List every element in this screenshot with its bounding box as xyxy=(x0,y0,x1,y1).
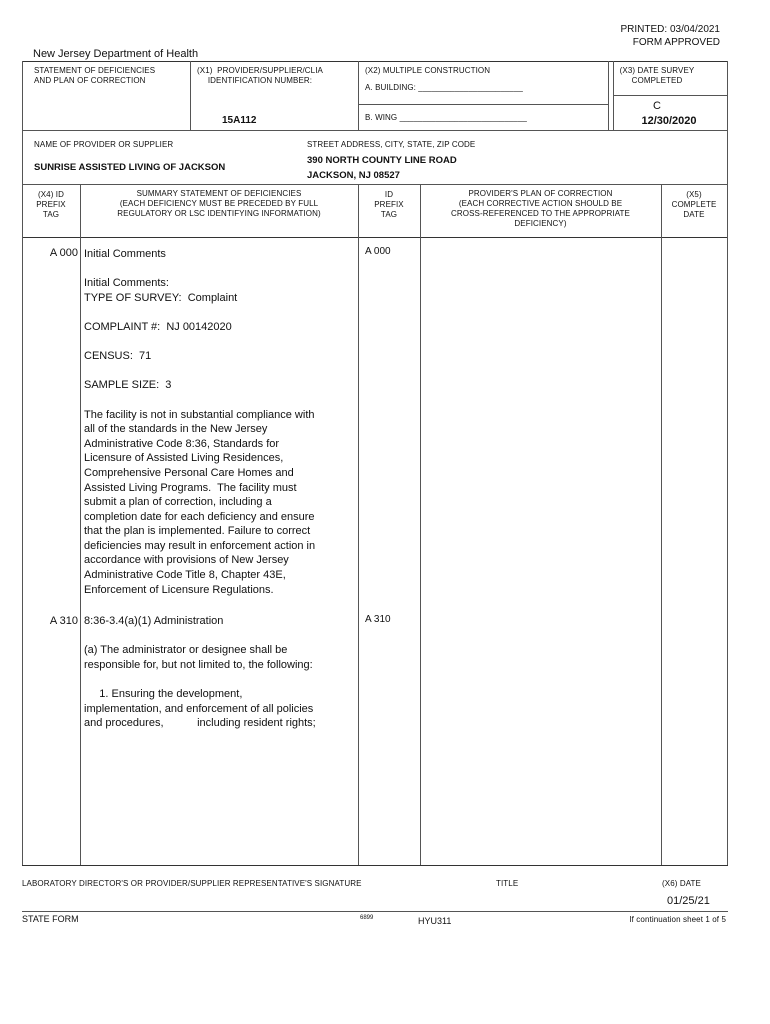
form-number: 6899 xyxy=(360,915,374,921)
printed-date: PRINTED: 03/04/2021 xyxy=(620,24,720,35)
state-form: STATE FORM xyxy=(22,914,79,924)
form-code: HYU311 xyxy=(418,916,452,926)
x2-building: A. BUILDING: _______________________ xyxy=(365,83,523,92)
title-label: TITLE xyxy=(496,879,519,888)
form-approved: FORM APPROVED xyxy=(632,37,720,48)
x3-label: (X3) DATE SURVEY COMPLETED xyxy=(619,66,695,85)
entry-id-a310: A 310 xyxy=(365,614,391,625)
x2-label: (X2) MULTIPLE CONSTRUCTION xyxy=(365,66,491,75)
provider-label: NAME OF PROVIDER OR SUPPLIER xyxy=(34,140,174,149)
statement-label: STATEMENT OF DEFICIENCIES AND PLAN OF CORRECTION xyxy=(34,66,156,85)
col-plan-header: PROVIDER'S PLAN OF CORRECTION (EACH CORRECTIVE ACTION SHOULD BE CROSS-REFERENCED TO THE APPROPRIATE DEFICIENCY) xyxy=(451,189,630,228)
address-line2: JACKSON, NJ 08527 xyxy=(307,170,400,181)
x3-letter: C xyxy=(653,100,661,112)
signature-label: LABORATORY DIRECTOR'S OR PROVIDER/SUPPLIER REPRESENTATIVE'S SIGNATURE xyxy=(22,879,362,888)
col-id-header: ID PREFIX TAG xyxy=(374,190,404,219)
x2-wing: B. WING ____________________________ xyxy=(365,113,527,122)
entry-text-a000: Initial Comments Initial Comments: TYPE OF SURVEY: Complaint COMPLAINT #: NJ 00142020 CENSUS: 71 SAMPLE SIZE: 3 The facility is not in substantial compliance with all of the standards in the New Jersey Administrative Code 8:36, Standards for Licensure of Assisted Living Residences, Comprehensive Personal Care Homes and Assisted Living Programs. The facility must submit a plan of correction, including a completion date for each deficiency and ensure that the plan is implemented. Failure to correct deficiencies may result in enforcement action in accordance with provisions of New Jersey Administrative Code Title 8, Chapter 43E, Enforcement of Licensure Regulations. xyxy=(84,248,316,596)
provider-name: SUNRISE ASSISTED LIVING OF JACKSON xyxy=(34,162,226,173)
x3-date: 12/30/2020 xyxy=(641,115,697,127)
entry-tag-a000: A 000 xyxy=(49,247,78,259)
col-x5-header: (X5) COMPLETE DATE xyxy=(671,190,717,219)
x1-label: (X1) PROVIDER/SUPPLIER/CLIA IDENTIFICATION NUMBER: xyxy=(197,66,323,85)
provider-id: 15A112 xyxy=(222,115,257,126)
col-x4-header: (X4) ID PREFIX TAG xyxy=(36,190,66,219)
entry-tag-a310: A 310 xyxy=(49,615,78,627)
x6-date: 01/25/21 xyxy=(667,895,710,907)
entry-text-a310: 8:36-3.4(a)(1) Administration (a) The administrator or designee shall be responsible for, but not limited to, the following: 1. Ensuring the development, implementation, and enforcement of all policies and procedures, including resident rights; xyxy=(84,615,316,730)
agency-name: New Jersey Department of Health xyxy=(33,48,199,60)
address-label: STREET ADDRESS, CITY, STATE, ZIP CODE xyxy=(307,140,476,149)
address-line1: 390 NORTH COUNTY LINE ROAD xyxy=(307,155,457,166)
entry-id-a000: A 000 xyxy=(365,246,391,257)
col-summary-header: SUMMARY STATEMENT OF DEFICIENCIES (EACH DEFICIENCY MUST BE PRECEDED BY FULL REGULATORY OR LSC IDENTIFYING INFORMATION) xyxy=(117,189,321,218)
x6-label: (X6) DATE xyxy=(662,879,701,888)
continuation-note: If continuation sheet 1 of 5 xyxy=(629,915,726,924)
